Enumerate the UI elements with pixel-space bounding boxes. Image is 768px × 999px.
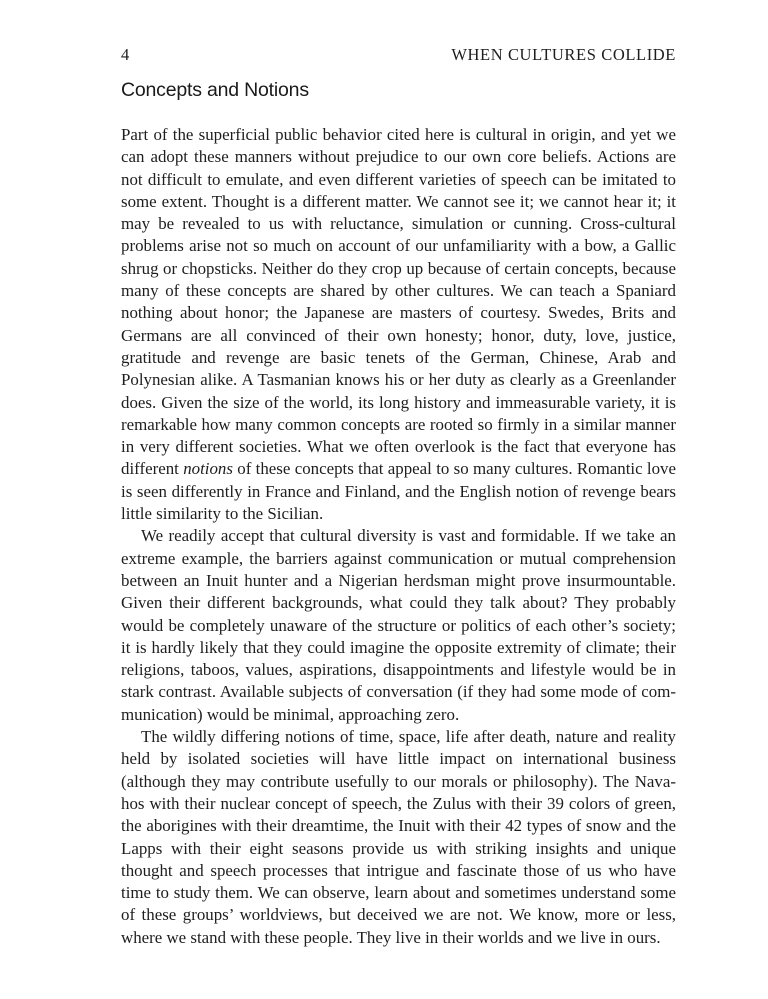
running-head	[121, 44, 676, 66]
paragraph-1-text-b: of these concepts that appeal to so many cultures. Romantic love is seen differently in France and Finland, and the English notion of revenge bears little similarity to the Sicilian.	[121, 459, 677, 524]
body-text	[121, 124, 676, 949]
paragraph-1-text-a: Part of the superficial public behavior cited here is cultural in origin, and yet we can adopt these manners without prejudice to our own core beliefs. Actions are not difficult to emulate, and even different varieties of speech can be imitated to some extent. Thought is a different matter. We cannot see it; we cannot hear it; it may be revealed to us with reluctance, simulation or cunning. Cross-cultural problems arise not so much on account of our unfamiliarity with a bow, a Gallic shrug or chopsticks. Neither do they crop up because of certain concepts, because many of these concepts are shared by other cultures. We can teach a Spaniard nothing about honor; the Japanese are masters of courtesy. Swedes, Brits and Germans are all convinced of their own honesty; honor, duty, love, justice, gratitude and revenge are basic tenets of the German, Chinese, Arab and Polynesian alike. A Tasmanian knows his or her duty as clearly as a Greenlander does. Given the size of the world, its long history and immeasurable variety, it is remarkable how many common concepts are rooted so firmly in a similar manner in very different societies. What we often overlook is the fact that everyone has different	[121, 125, 676, 479]
section-heading: Concepts and Notions	[121, 79, 309, 101]
page-number: 4	[121, 45, 130, 64]
book-page	[121, 0, 676, 999]
emphasized-word: notions	[183, 459, 233, 479]
paragraph-3: The wildly differing notions of time, space, life after death, nature and reality held by isolated societies will have little impact on international business (although they may contribute usefully to our morals or philosophy). The Navahos with their nuclear concept of speech, the Zulus with their 39 colors of green, the aborigines with their dreamtime, the Inuit with their 42 types of snow and the Lapps with their eight seasons provide us with striking insights and unique thought and speech processes that intrigue and fascinate those of us who have time to study them. We can observe, learn about and sometimes understand some of these groups’ worldviews, but deceived we are not. We know, more or less, where we stand with these people. They live in their worlds and we live in ours.	[121, 727, 676, 947]
paragraph-2: We readily accept that cultural diversity is vast and formidable. If we take an extreme example, the barriers against communication or mutual comprehension between an Inuit hunter and a Nigerian herdsman might prove insurmountable. Given their different backgrounds, what could they talk about? They probably would be completely unaware of the structure or politics of each other’s society; it is hardly likely that they could imagine the opposite extremity of climate; their religions, taboos, values, aspirations, disappointments and lifestyle would be in stark contrast. Available subjects of conversation (if they had some mode of communication) would be minimal, approaching zero.	[121, 526, 676, 724]
paragraph-1	[121, 124, 676, 525]
running-title: WHEN CULTURES COLLIDE	[451, 45, 676, 64]
